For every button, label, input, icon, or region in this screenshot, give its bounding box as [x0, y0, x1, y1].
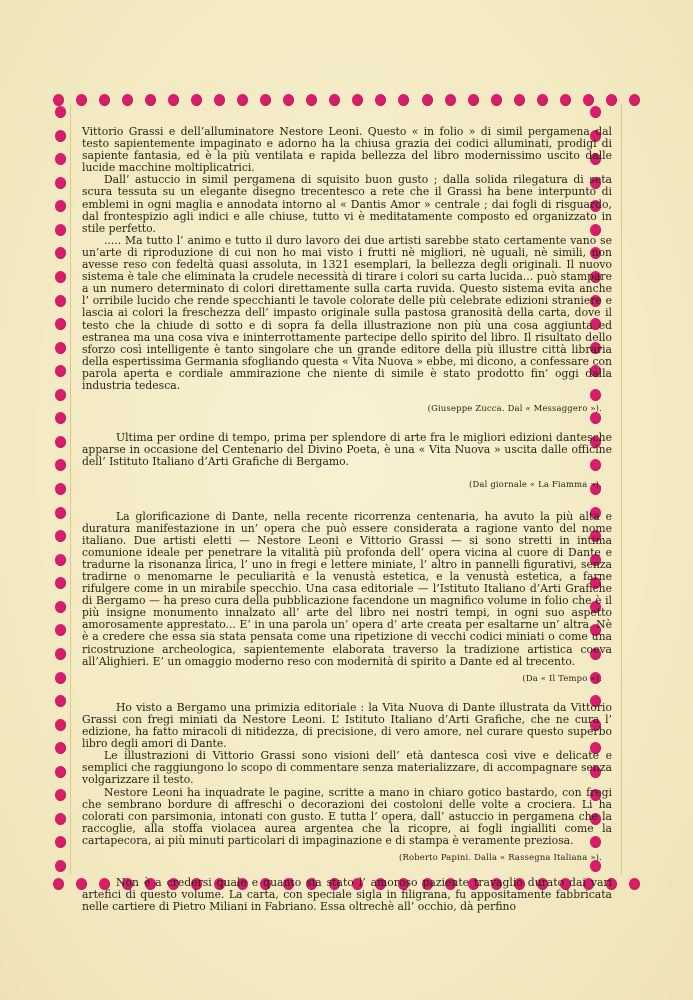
- text-body: [82, 126, 612, 913]
- border-dot: [306, 94, 317, 106]
- border-dot: [55, 577, 66, 589]
- border-dot: [398, 94, 409, 106]
- source-citation: (Roberto Papini. Dalla « Rassegna Italiana »).: [399, 851, 602, 862]
- border-dot: [237, 94, 248, 106]
- border-dot: [606, 94, 617, 106]
- paragraph: La glorificazione di Dante, nella recente ricorrenza centenaria, ha avuto la più alta e duratura manifestazione in un’ opera che può essere considerata a ragione vanto del nome italiano. Due artisti eletti — Nestore Leoni e Vittorio Grassi — si sono stretti in intima comunione ideale per penetrare la vitalità più profonda dell’ opera vicina al cuore di Dante e tradurne la risonanza lirica, l’ uno in fregi e lettere miniate, l’ altro in pannelli figurativi, senza tradirne o menomarne le peculiarità e la venustà estetica, e la venustà estetica, a farne rifulgere come in un mirabile specchio. Una casa editoriale — l’Istituto Italiano d’Arti Grafiche di Bergamo — ha preso cura della pubblicazione facendone un magnifico volume in folio che è il più insigne monumento innalzato all’ arte del libro nei nostri tempi, in ogni suo aspetto amorosamente apprestato... E’ in una parola un’ opera d’ arte creata per esaltarne un’ altra. Nè è a credere che essa sia stata pensata come una ripetizione di vecchi codici miniati o come una ricostruzione archeologica, sapientemente elaborata traverso la tradizione artistica coeva all’Alighieri. E’ un omaggio moderno reso con modernità di spirito a Dante ed al trecento.: [82, 509, 612, 668]
- source-citation: (Dal giornale « La Fiamma »).: [469, 479, 602, 490]
- border-dot: [55, 648, 66, 660]
- border-dot: [55, 695, 66, 707]
- border-dot: [55, 742, 66, 754]
- border-dot: [55, 318, 66, 330]
- border-dot: [375, 94, 386, 106]
- border-dot: [468, 94, 479, 106]
- paragraph: Dall’ astuccio in simil pergamena di squisito buon gusto ; dalla solida rilegatura di seta scura tessuta su un elegante disegno trecentesco a rete che il Grassi ha bene interpunto di emblemi in ogni maglia e annodata intorno al « Dantis Amor » centrale ; dai fogli di risguardo, dal frontespizio agli indici e alle chiuse, tutto vi è meditatamente composto ed organizzato in stile perfetto.: [82, 173, 612, 235]
- border-dot: [214, 94, 225, 106]
- border-dot: [55, 295, 66, 307]
- border-dot: [422, 94, 433, 106]
- border-dot: [55, 672, 66, 684]
- border-dot: [55, 860, 66, 872]
- paragraph: Ho visto a Bergamo una primizia editoriale : la Vita Nuova di Dante illustrata da Vittorio Grassi con fregi miniati da Nestore Leoni. L’ Istituto Italiano d’Arti Grafiche, che ne cura l’ edizione, ha fatto miracoli di nitidezza, di precisione, di vero amore, nel curare questo superbo libro degli amori di Dante.: [82, 700, 612, 751]
- source-citation: (Da « Il Tempo »).: [522, 672, 602, 683]
- border-dot: [55, 342, 66, 354]
- border-dot: [55, 177, 66, 189]
- border-dot: [583, 94, 594, 106]
- paragraph: ..... Ma tutto l’ animo e tutto il duro lavoro dei due artisti sarebbe stato certamente vano se un’arte di riproduzione di cui non ho mai visto i frutti nè migliori, nè uguali, nè simili, non avesse reso con fedeltà quasi assoluta, in 1321 esemplari, la bellezza degli originali. Il nuovo sistema è tale che eliminata la crudele necessità di tirare i colori su carta lucida... può stampare a un numero determinato di colori direttamente sulla carta ruvida. Questo sistema evita anche l’ orribile lucido che rende specchianti le tavole colorate delle più celebrate edizioni straniere e lascia ai colori la freschezza dell’ impasto originale sulla pastosa granosità della carta, dove il testo che la chiude di sotto e di sopra fa della illustrazione non più una cosa aggiunta ed estranea ma una cosa viva e ininterrottamente partecipe dello spirito del libro. Il risultato dello sforzo così intelligente è tanto singolare che un grande editore della più illustre città libraria della espertissima Germania sfogliando questa « Vita Nuova » ebbe, mi dicono, a confessare con parola aperta e cordiale ammirazione che niente di simile è stato prodotto fin’ oggi dalla industria tedesca.: [82, 233, 612, 392]
- border-dot: [590, 106, 601, 118]
- border-dot: [55, 813, 66, 825]
- border-dot: [168, 94, 179, 106]
- paragraph: Ultima per ordine di tempo, prima per splendore di arte fra le migliori edizioni dantesche apparse in occasione del Centenario del Divino Poeta, è una « Vita Nuova » uscita dalle officine dell’ Istituto Italiano d’Arti Grafiche di Bergamo.: [82, 431, 612, 469]
- border-dot: [122, 94, 133, 106]
- border-dot: [491, 94, 502, 106]
- border-dot: [55, 389, 66, 401]
- paragraph: Vittorio Grassi e dell’alluminatore Nestore Leoni. Questo « in folio » di simil pergamena dal testo sapientemente impaginato e adorno ha la chiusa grazia dei codici alluminati, prodigi di sapiente fantasia, ed è la più ventilata e rapida bellezza del libro modernissimo uscito dalle lucide macchine moltiplicatrici.: [82, 125, 612, 175]
- border-dot: [76, 94, 87, 106]
- source-citation: (Giuseppe Zucca. Dal « Messaggero »).: [427, 403, 602, 414]
- border-dot: [191, 94, 202, 106]
- border-dot: [55, 554, 66, 566]
- border-dot: [55, 200, 66, 212]
- border-dot: [260, 94, 271, 106]
- border-dot: [55, 507, 66, 519]
- border-dot: [55, 106, 66, 118]
- border-dot: [55, 483, 66, 495]
- border-dot: [55, 247, 66, 259]
- border-dot: [55, 365, 66, 377]
- paragraph: Non è a credersi quale e quanto sia stato l’ amoroso paziente travaglio durato dai vari artefici di questo volume. La carta, con speciale sigla in filigrana, fu appositamente fabbricata nelle cartiere di Pietro Miliani in Fabriano. Essa oltrechè all’ occhio, dà perfino: [82, 876, 612, 914]
- border-dot: [55, 624, 66, 636]
- paragraph: Nestore Leoni ha inquadrate le pagine, scritte a mano in chiaro gotico bastardo, con fregi che sembrano bordure di affreschi o decorazioni dei costoloni delle volte a crociera. Li ha colorati con parsimonia, intonati con gusto. E tutta l’ opera, dall’ astuccio in pergamena che la raccoglie, alla stoffa violacea aurea argentea che la ricopre, ai fogli ingialliti come la cartapecora, ai più minuti particolari di impaginazione e di stampa è veramente preziosa.: [82, 785, 612, 847]
- border-dot: [99, 94, 110, 106]
- border-dot: [55, 153, 66, 165]
- paragraph: Le illustrazioni di Vittorio Grassi sono visioni dell’ età dantesca così vive e delicate e semplici che raggiungono lo scopo di commentare senza materializzare, di accompagnare senza volgarizzare il testo.: [82, 749, 612, 787]
- border-dot: [55, 271, 66, 283]
- border-dot: [55, 601, 66, 613]
- border-dot: [55, 412, 66, 424]
- border-dot: [55, 836, 66, 848]
- border-dot: [283, 94, 294, 106]
- border-dot: [329, 94, 340, 106]
- border-dot: [53, 878, 64, 890]
- border-dot: [55, 436, 66, 448]
- border-dot: [55, 224, 66, 236]
- dot-border-top: [53, 93, 640, 107]
- border-dot: [560, 94, 571, 106]
- border-dot: [352, 94, 363, 106]
- border-dot: [55, 130, 66, 142]
- border-dot: [55, 766, 66, 778]
- border-dot: [629, 94, 640, 106]
- dot-border-left: [53, 106, 67, 872]
- border-dot: [55, 719, 66, 731]
- border-dot: [145, 94, 156, 106]
- border-dot: [55, 789, 66, 801]
- border-dot: [537, 94, 548, 106]
- border-dot: [629, 878, 640, 890]
- border-dot: [55, 459, 66, 471]
- border-dot: [445, 94, 456, 106]
- border-dot: [55, 530, 66, 542]
- border-dot: [514, 94, 525, 106]
- border-dot: [53, 94, 64, 106]
